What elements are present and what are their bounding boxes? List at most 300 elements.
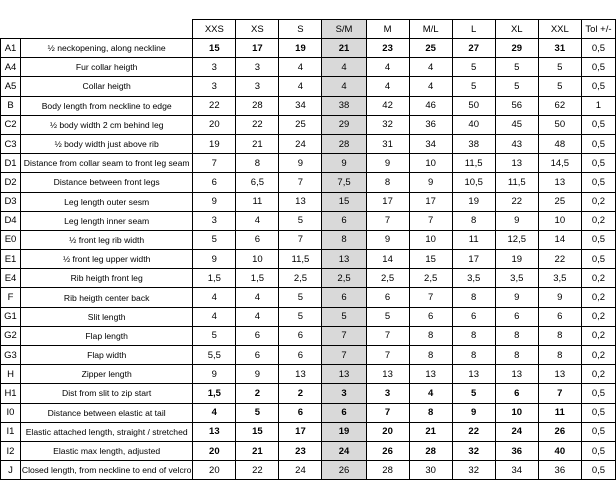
size-value-cell: 15 <box>236 422 279 441</box>
size-value-cell: 4 <box>279 58 322 77</box>
size-value-cell: 4 <box>279 77 322 96</box>
tolerance-cell: 0,5 <box>581 441 615 460</box>
size-value-cell: 9 <box>193 365 236 384</box>
size-value-cell: 26 <box>322 461 366 480</box>
size-value-cell: 7 <box>322 326 366 345</box>
size-value-cell: 4 <box>322 77 366 96</box>
size-value-cell: 4 <box>409 384 452 403</box>
size-value-cell: 50 <box>452 96 495 115</box>
size-value-cell: 4 <box>236 288 279 307</box>
measurement-description: Fur collar heigth <box>21 58 193 77</box>
size-value-cell: 38 <box>452 134 495 153</box>
size-value-cell: 13 <box>366 365 409 384</box>
size-value-cell: 32 <box>452 441 495 460</box>
size-value-cell: 4 <box>193 288 236 307</box>
tolerance-cell: 0,5 <box>581 173 615 192</box>
measurement-description: Distance between elastic at tail <box>21 403 193 422</box>
size-value-cell: 32 <box>452 461 495 480</box>
size-value-cell: 13 <box>538 365 581 384</box>
measurement-code: G2 <box>1 326 21 345</box>
measurement-row <box>1 154 616 173</box>
size-value-cell: 6 <box>322 211 366 230</box>
measurement-row <box>1 384 616 403</box>
size-value-cell: 17 <box>279 422 322 441</box>
size-value-cell: 13 <box>409 365 452 384</box>
size-value-cell: 21 <box>236 134 279 153</box>
size-value-cell: 7 <box>366 403 409 422</box>
measurement-description: Rib heigth center back <box>21 288 193 307</box>
tolerance-cell: 0,5 <box>581 58 615 77</box>
tolerance-header: Tol +/- <box>581 20 615 39</box>
size-value-cell: 21 <box>409 422 452 441</box>
size-value-cell: 8 <box>452 288 495 307</box>
size-value-cell: 13 <box>322 365 366 384</box>
measurement-row <box>1 346 616 365</box>
size-value-cell: 1,5 <box>236 269 279 288</box>
size-value-cell: 20 <box>193 441 236 460</box>
size-value-cell: 13 <box>279 365 322 384</box>
tolerance-cell: 1 <box>581 96 615 115</box>
size-value-cell: 7 <box>193 154 236 173</box>
size-value-cell: 13 <box>495 365 538 384</box>
size-value-cell: 46 <box>409 96 452 115</box>
size-value-cell: 40 <box>538 441 581 460</box>
size-value-cell: 2,5 <box>279 269 322 288</box>
size-value-cell: 31 <box>538 39 581 58</box>
header-row <box>1 20 616 39</box>
measurement-code: G3 <box>1 346 21 365</box>
size-value-cell: 8 <box>366 173 409 192</box>
size-value-cell: 6 <box>322 288 366 307</box>
measurement-description: Flap length <box>21 326 193 345</box>
size-value-cell: 5 <box>193 326 236 345</box>
size-value-cell: 19 <box>452 192 495 211</box>
measurement-row <box>1 192 616 211</box>
size-value-cell: 7 <box>409 211 452 230</box>
size-value-cell: 34 <box>279 96 322 115</box>
size-value-cell: 7,5 <box>322 173 366 192</box>
size-value-cell: 9 <box>366 230 409 249</box>
size-value-cell: 27 <box>452 39 495 58</box>
measurement-code: H1 <box>1 384 21 403</box>
size-value-cell: 11 <box>452 230 495 249</box>
size-value-cell: 9 <box>193 250 236 269</box>
size-value-cell: 5 <box>452 77 495 96</box>
size-value-cell: 2,5 <box>322 269 366 288</box>
tolerance-cell: 0,2 <box>581 307 615 326</box>
size-value-cell: 5 <box>366 307 409 326</box>
size-value-cell: 20 <box>366 422 409 441</box>
size-value-cell: 15 <box>409 250 452 269</box>
size-value-cell: 5 <box>495 77 538 96</box>
size-value-cell: 6 <box>366 288 409 307</box>
measurement-row <box>1 58 616 77</box>
size-value-cell: 1,5 <box>193 269 236 288</box>
size-value-cell: 24 <box>495 422 538 441</box>
size-value-cell: 10 <box>236 250 279 269</box>
size-value-cell: 28 <box>322 134 366 153</box>
size-value-cell: 13 <box>279 192 322 211</box>
size-value-cell: 7 <box>322 346 366 365</box>
size-value-cell: 5 <box>236 403 279 422</box>
size-value-cell: 23 <box>279 441 322 460</box>
size-value-cell: 6 <box>409 307 452 326</box>
size-value-cell: 8 <box>452 211 495 230</box>
size-value-cell: 11,5 <box>452 154 495 173</box>
size-value-cell: 9 <box>322 154 366 173</box>
size-value-cell: 19 <box>193 134 236 153</box>
size-value-cell: 36 <box>538 461 581 480</box>
size-value-cell: 22 <box>193 96 236 115</box>
measurement-code: I2 <box>1 441 21 460</box>
size-value-cell: 2,5 <box>366 269 409 288</box>
measurement-row <box>1 211 616 230</box>
measurement-description: Zipper length <box>21 365 193 384</box>
size-value-cell: 8 <box>236 154 279 173</box>
measurement-description: ½ front leg upper width <box>21 250 193 269</box>
tolerance-cell: 0,5 <box>581 134 615 153</box>
size-value-cell: 28 <box>409 441 452 460</box>
size-value-cell: 21 <box>322 39 366 58</box>
size-value-cell: 4 <box>193 307 236 326</box>
size-value-cell: 17 <box>236 39 279 58</box>
size-value-cell: 7 <box>366 326 409 345</box>
measurement-row <box>1 96 616 115</box>
size-value-cell: 10 <box>409 230 452 249</box>
size-value-cell: 6 <box>495 384 538 403</box>
size-value-cell: 8 <box>495 346 538 365</box>
size-value-cell: 6 <box>452 307 495 326</box>
size-value-cell: 5,5 <box>193 346 236 365</box>
measurement-code: D4 <box>1 211 21 230</box>
size-value-cell: 5 <box>495 58 538 77</box>
size-value-cell: 15 <box>322 192 366 211</box>
tolerance-cell: 0,5 <box>581 115 615 134</box>
tolerance-cell: 0,2 <box>581 288 615 307</box>
measurement-row <box>1 307 616 326</box>
measurement-code: E1 <box>1 250 21 269</box>
size-value-cell: 8 <box>409 403 452 422</box>
size-value-cell: 10 <box>409 154 452 173</box>
size-value-cell: 5 <box>279 307 322 326</box>
measurement-row <box>1 250 616 269</box>
size-value-cell: 9 <box>279 154 322 173</box>
size-value-cell: 28 <box>236 96 279 115</box>
size-value-cell: 13 <box>538 173 581 192</box>
size-value-cell: 6 <box>236 326 279 345</box>
measurement-row <box>1 326 616 345</box>
tolerance-cell: 0,5 <box>581 250 615 269</box>
measurement-description: Flap width <box>21 346 193 365</box>
size-value-cell: 3 <box>193 211 236 230</box>
size-value-cell: 4 <box>236 211 279 230</box>
tolerance-cell: 0,5 <box>581 384 615 403</box>
size-value-cell: 5 <box>452 58 495 77</box>
size-value-cell: 20 <box>193 115 236 134</box>
measurement-row <box>1 115 616 134</box>
size-value-cell: 9 <box>366 154 409 173</box>
measurement-row <box>1 173 616 192</box>
tolerance-cell: 0,5 <box>581 39 615 58</box>
size-value-cell: 23 <box>366 39 409 58</box>
size-value-cell: 8 <box>452 346 495 365</box>
size-value-cell: 2,5 <box>409 269 452 288</box>
measurement-row <box>1 134 616 153</box>
size-value-cell: 24 <box>279 461 322 480</box>
size-header-ml: M/L <box>409 20 452 39</box>
size-value-cell: 13 <box>495 154 538 173</box>
size-value-cell: 22 <box>236 461 279 480</box>
size-value-cell: 8 <box>538 326 581 345</box>
size-value-cell: 2 <box>279 384 322 403</box>
size-value-cell: 4 <box>409 77 452 96</box>
size-value-cell: 20 <box>193 461 236 480</box>
size-value-cell: 29 <box>495 39 538 58</box>
size-value-cell: 3 <box>322 384 366 403</box>
size-value-cell: 62 <box>538 96 581 115</box>
size-value-cell: 22 <box>236 115 279 134</box>
size-value-cell: 4 <box>409 58 452 77</box>
size-value-cell: 14 <box>366 250 409 269</box>
size-value-cell: 22 <box>538 250 581 269</box>
size-value-cell: 38 <box>322 96 366 115</box>
size-header-m: M <box>366 20 409 39</box>
size-value-cell: 3,5 <box>538 269 581 288</box>
measurement-description: Body length from neckline to edge <box>21 96 193 115</box>
size-value-cell: 34 <box>495 461 538 480</box>
size-value-cell: 29 <box>322 115 366 134</box>
measurement-row <box>1 288 616 307</box>
size-value-cell: 7 <box>366 346 409 365</box>
size-value-cell: 8 <box>538 346 581 365</box>
size-value-cell: 28 <box>366 461 409 480</box>
size-value-cell: 25 <box>538 192 581 211</box>
measurement-description: Leg length outer sesm <box>21 192 193 211</box>
size-value-cell: 3 <box>236 58 279 77</box>
measurement-row <box>1 365 616 384</box>
size-value-cell: 3 <box>193 77 236 96</box>
size-value-cell: 10 <box>495 403 538 422</box>
size-value-cell: 9 <box>538 288 581 307</box>
measurement-row <box>1 422 616 441</box>
size-value-cell: 25 <box>279 115 322 134</box>
measurement-code: J <box>1 461 21 480</box>
tolerance-cell: 0,2 <box>581 326 615 345</box>
size-value-cell: 24 <box>322 441 366 460</box>
size-value-cell: 9 <box>495 288 538 307</box>
measurement-description: ½ body width 2 cm behind leg <box>21 115 193 134</box>
size-value-cell: 6 <box>193 173 236 192</box>
size-value-cell: 26 <box>538 422 581 441</box>
size-value-cell: 21 <box>236 441 279 460</box>
size-value-cell: 9 <box>452 403 495 422</box>
size-value-cell: 4 <box>236 307 279 326</box>
measurement-description: Elastic attached length, straight / stretched <box>21 422 193 441</box>
size-value-cell: 45 <box>495 115 538 134</box>
size-value-cell: 7 <box>366 211 409 230</box>
size-value-cell: 5 <box>193 230 236 249</box>
measurement-row <box>1 39 616 58</box>
size-header-l: L <box>452 20 495 39</box>
size-value-cell: 6 <box>538 307 581 326</box>
size-value-cell: 56 <box>495 96 538 115</box>
size-value-cell: 3 <box>236 77 279 96</box>
measurement-description: Collar heigth <box>21 77 193 96</box>
tolerance-cell: 0,2 <box>581 211 615 230</box>
size-value-cell: 14 <box>538 230 581 249</box>
measurement-code: F <box>1 288 21 307</box>
measurement-row <box>1 441 616 460</box>
size-value-cell: 6 <box>279 346 322 365</box>
measurement-code: D3 <box>1 192 21 211</box>
size-value-cell: 4 <box>366 58 409 77</box>
size-value-cell: 6 <box>279 326 322 345</box>
size-value-cell: 4 <box>322 58 366 77</box>
tolerance-cell: 0,5 <box>581 154 615 173</box>
tolerance-cell: 0,2 <box>581 346 615 365</box>
size-value-cell: 8 <box>495 326 538 345</box>
size-value-cell: 3,5 <box>495 269 538 288</box>
size-value-cell: 8 <box>409 346 452 365</box>
size-value-cell: 2 <box>236 384 279 403</box>
size-value-cell: 9 <box>495 211 538 230</box>
size-value-cell: 19 <box>322 422 366 441</box>
size-value-cell: 34 <box>409 134 452 153</box>
measurement-description: Closed length, from neckline to end of velcro <box>21 461 193 480</box>
measurement-row <box>1 269 616 288</box>
size-value-cell: 17 <box>409 192 452 211</box>
size-value-cell: 48 <box>538 134 581 153</box>
tolerance-cell: 0,2 <box>581 269 615 288</box>
size-value-cell: 11 <box>538 403 581 422</box>
measurement-description: Distance between front legs <box>21 173 193 192</box>
size-value-cell: 4 <box>366 77 409 96</box>
size-value-cell: 32 <box>366 115 409 134</box>
size-value-cell: 17 <box>452 250 495 269</box>
header-blank-desc <box>21 20 193 39</box>
measurement-code: B <box>1 96 21 115</box>
size-value-cell: 9 <box>193 192 236 211</box>
measurement-code: E4 <box>1 269 21 288</box>
size-value-cell: 7 <box>409 288 452 307</box>
size-value-cell: 6 <box>236 230 279 249</box>
size-value-cell: 7 <box>538 384 581 403</box>
size-value-cell: 19 <box>495 250 538 269</box>
size-value-cell: 5 <box>279 288 322 307</box>
tolerance-cell: 0,5 <box>581 461 615 480</box>
spec-body <box>1 39 616 480</box>
size-value-cell: 14,5 <box>538 154 581 173</box>
measurement-code: I0 <box>1 403 21 422</box>
size-value-cell: 5 <box>322 307 366 326</box>
measurement-row <box>1 230 616 249</box>
size-value-cell: 3 <box>366 384 409 403</box>
size-value-cell: 10 <box>538 211 581 230</box>
size-value-cell: 12,5 <box>495 230 538 249</box>
size-value-cell: 11,5 <box>495 173 538 192</box>
measurement-code: E0 <box>1 230 21 249</box>
size-value-cell: 5 <box>538 58 581 77</box>
header-blank-code <box>1 20 21 39</box>
size-value-cell: 36 <box>495 441 538 460</box>
measurement-description: ½ body width just above rib <box>21 134 193 153</box>
size-value-cell: 24 <box>279 134 322 153</box>
size-value-cell: 6 <box>322 403 366 422</box>
size-value-cell: 13 <box>193 422 236 441</box>
tolerance-cell: 0,5 <box>581 422 615 441</box>
measurement-code: I1 <box>1 422 21 441</box>
measurement-code: D2 <box>1 173 21 192</box>
size-value-cell: 6 <box>495 307 538 326</box>
measurement-code: A1 <box>1 39 21 58</box>
measurement-row <box>1 403 616 422</box>
size-header-s: S <box>279 20 322 39</box>
size-value-cell: 3 <box>193 58 236 77</box>
size-value-cell: 10,5 <box>452 173 495 192</box>
measurement-code: D1 <box>1 154 21 173</box>
tolerance-cell: 0,5 <box>581 403 615 422</box>
measurement-code: C3 <box>1 134 21 153</box>
size-value-cell: 6,5 <box>236 173 279 192</box>
measurement-description: ½ neckopening, along neckline <box>21 39 193 58</box>
size-value-cell: 13 <box>322 250 366 269</box>
size-value-cell: 7 <box>279 173 322 192</box>
size-value-cell: 30 <box>409 461 452 480</box>
size-value-cell: 43 <box>495 134 538 153</box>
measurement-description: Leg length inner seam <box>21 211 193 230</box>
size-header-sm: S/M <box>322 20 366 39</box>
size-header-xxs: XXS <box>193 20 236 39</box>
measurement-description: Elastic max length, adjusted <box>21 441 193 460</box>
size-value-cell: 11,5 <box>279 250 322 269</box>
size-value-cell: 42 <box>366 96 409 115</box>
tolerance-cell: 0,5 <box>581 77 615 96</box>
size-header-xxl: XXL <box>538 20 581 39</box>
measurement-description: Slit length <box>21 307 193 326</box>
size-value-cell: 8 <box>452 326 495 345</box>
size-value-cell: 5 <box>538 77 581 96</box>
size-value-cell: 6 <box>236 346 279 365</box>
size-value-cell: 8 <box>409 326 452 345</box>
measurement-code: A4 <box>1 58 21 77</box>
measurement-description: Distance from collar seam to front leg seam <box>21 154 193 173</box>
size-value-cell: 3,5 <box>452 269 495 288</box>
size-header-xl: XL <box>495 20 538 39</box>
measurement-code: H <box>1 365 21 384</box>
size-value-cell: 25 <box>409 39 452 58</box>
size-value-cell: 5 <box>452 384 495 403</box>
size-value-cell: 36 <box>409 115 452 134</box>
size-value-cell: 4 <box>193 403 236 422</box>
size-value-cell: 13 <box>452 365 495 384</box>
size-header-xs: XS <box>236 20 279 39</box>
size-value-cell: 26 <box>366 441 409 460</box>
tolerance-cell: 0,2 <box>581 365 615 384</box>
measurement-code: A5 <box>1 77 21 96</box>
size-value-cell: 17 <box>366 192 409 211</box>
measurement-row <box>1 461 616 480</box>
size-value-cell: 11 <box>236 192 279 211</box>
tolerance-cell: 0,5 <box>581 230 615 249</box>
measurement-code: C2 <box>1 115 21 134</box>
size-value-cell: 15 <box>193 39 236 58</box>
size-value-cell: 5 <box>279 211 322 230</box>
size-value-cell: 31 <box>366 134 409 153</box>
measurement-description: Rib heigth front leg <box>21 269 193 288</box>
tolerance-cell: 0,2 <box>581 192 615 211</box>
size-value-cell: 6 <box>279 403 322 422</box>
measurement-row <box>1 77 616 96</box>
